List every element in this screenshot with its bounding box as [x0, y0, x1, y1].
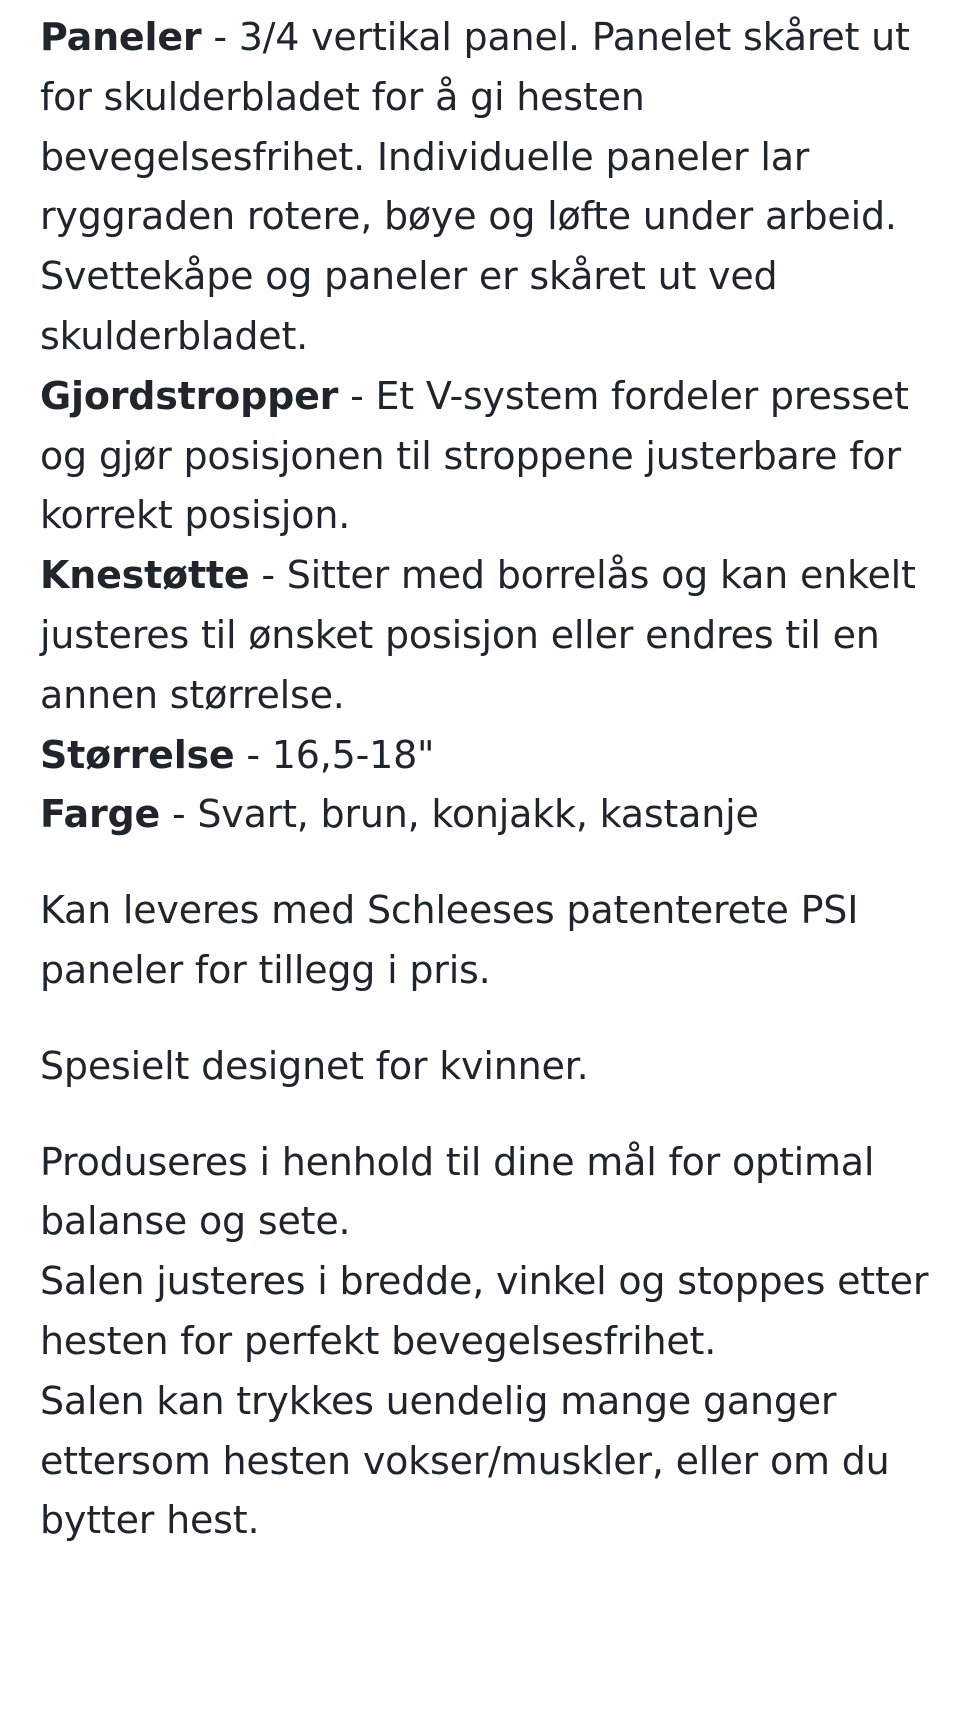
measurements-paragraph: Produseres i henhold til dine mål for optimal balanse og sete. — [40, 1139, 875, 1244]
spec-size — [40, 726, 930, 786]
paragraph-gap — [40, 845, 930, 881]
paragraph-gap — [40, 1097, 930, 1133]
spec-term: Paneler — [40, 15, 202, 59]
spec-color — [40, 785, 930, 845]
spec-description: - 3/4 vertikal panel. Panelet skåret ut for skulderbladet for å gi hesten bevegelsesfrihet. Individuelle paneler lar ryggraden rotere, bøye og løfte under arbeid. Svettekåpe og paneler er skåret ut ved skulderbladet. — [40, 15, 910, 358]
women-design-paragraph: Spesielt designet for kvinner. — [40, 1043, 589, 1088]
spec-description: - Sitter med borrelås og kan enkelt justeres til ønsket posisjon eller endres til en annen størrelse. — [40, 553, 916, 717]
spec-girth-straps — [40, 367, 930, 546]
spec-term: Gjordstropper — [40, 373, 339, 418]
psi-panels-paragraph: Kan leveres med Schleeses patenterete PSI paneler for tillegg i pris. — [40, 888, 859, 992]
spec-term: Farge — [40, 792, 161, 837]
spec-term: Størrelse — [40, 732, 235, 777]
spec-term: Knestøtte — [40, 553, 250, 598]
spec-description: - Svart, brun, konjakk, kastanje — [160, 792, 759, 837]
spec-panels — [40, 8, 930, 367]
spec-description: - 16,5-18" — [234, 732, 435, 777]
refit-paragraph: Salen kan trykkes uendelig mange ganger ettersom hesten vokser/muskler, eller om du bytter hest. — [40, 1378, 890, 1543]
paragraph-gap — [40, 1001, 930, 1037]
adjustment-paragraph: Salen justeres i bredde, vinkel og stoppes etter hesten for perfekt bevegelsesfrihet. — [40, 1259, 929, 1363]
spec-knee-roll — [40, 546, 930, 725]
product-description — [40, 8, 930, 1551]
spec-description: - Et V-system fordeler presset og gjør posisjonen til stroppene justerbare for korrekt posisjon. — [40, 373, 909, 538]
